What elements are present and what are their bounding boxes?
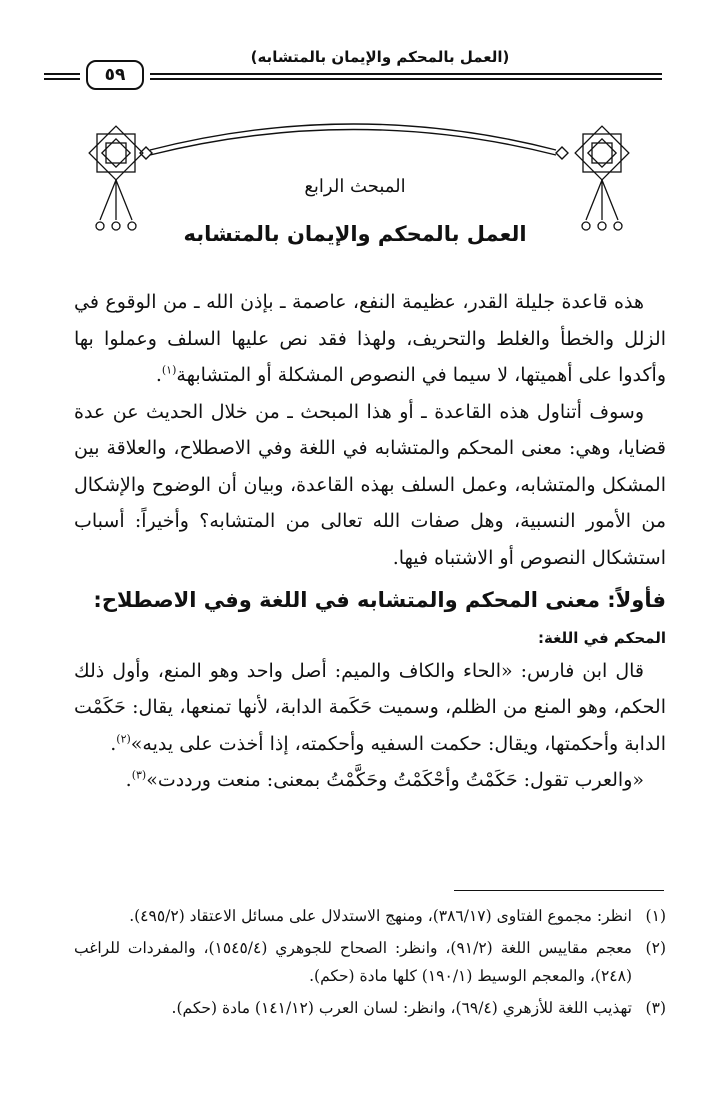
paragraph-1: [74, 284, 666, 394]
section-label: المبحث الرابع: [304, 176, 406, 197]
paragraph-1-end: .: [155, 364, 162, 386]
paragraph-4: [74, 762, 666, 799]
paragraph-1-text: هذه قاعدة جليلة القدر، عظيمة النفع، عاصمة ـ بإذن الله ـ من الوقوع في الزلل والخطأ والغلط والتحريف، ولهذا فقد نص عليها السلف وعملوا بها وأكدوا على أهميتها، لا سيما في النصوص المشكلة أو المتشابهة: [74, 291, 666, 386]
footnote-1: [74, 902, 666, 930]
footnote-2-text: معجم مقاييس اللغة (٩١/٢)، وانظر: الصحاح للجوهري (١٥٤٥/٤)، والمفردات للراغب (٢٤٨)، والمعجم الوسيط (١٩٠/١) كلها مادة (حكم).: [74, 939, 632, 985]
footnote-3-number: (٣): [645, 999, 666, 1017]
footnote-2-number: (٢): [645, 939, 666, 957]
paragraph-3: [74, 653, 666, 763]
footnote-rule: [454, 890, 664, 891]
paragraph-4-end: .: [125, 769, 132, 791]
footnote-ref-1[interactable]: (١): [161, 363, 177, 377]
header-rule-left-bottom: [44, 78, 80, 80]
paragraph-3-end: .: [110, 732, 117, 755]
body-text: [74, 284, 666, 799]
footnote-ref-2[interactable]: (٢): [116, 732, 131, 746]
paragraph-2: وسوف أتناول هذه القاعدة ـ أو هذا المبحث ـ من خلال الحديث عن عدة قضايا، وهي: معنى المحكم والمتشابه في اللغة وفي الاصطلاح، والعلاقة بين المشكل والمتشابه، وعمل السلف بهذه القاعدة، وبيان أن الوضوح والإشكال من الأمور النسبية، وهل صفات الله تعالى من المتشابه؟ وأخيراً: أسباب استشكال النصوص أو الاشتباه فيها.: [74, 400, 666, 569]
section-title: العمل بالمحكم والإيمان بالمتشابه: [183, 222, 527, 246]
subheading-1: فأولاً: معنى المحكم والمتشابه في اللغة وفي الاصطلاح:: [93, 588, 666, 612]
footnote-1-number: (١): [645, 907, 666, 925]
running-title: (العمل بالمحكم والإيمان بالمتشابه): [250, 48, 510, 66]
header-rule-right-bottom: [150, 78, 662, 80]
page-number: ٥٩: [86, 60, 144, 90]
footnotes: [74, 902, 666, 1026]
paragraph-4-text: «والعرب تقول: حَكَمْتُ وأحْكَمْتُ وحَكَّمْتُ بمعنى: منعت ورددت»: [146, 769, 644, 791]
subheading-2: المحكم في اللغة:: [537, 628, 666, 647]
footnote-3-text: تهذيب اللغة للأزهري (٦٩/٤)، وانظر: لسان العرب (١٤١/١٢) مادة (حكم).: [171, 999, 632, 1017]
footnote-ref-3[interactable]: (٣): [131, 768, 147, 782]
footnote-2: [74, 934, 666, 990]
header-rule-left-top: [44, 73, 80, 75]
paragraph-3-text: قال ابن فارس: «الحاء والكاف والميم: أصل واحد وهو المنع، وأول ذلك الحكم، وهو المنع من الظلم، وسميت حَكَمة الدابة، لأنها تمنعها، يقال: حَكَمْت الدابة وأحكمتها، ويقال: حكمت السفيه وأحكمته، إذا أخذت على يديه»: [74, 659, 666, 755]
right-star-ornament: [575, 126, 629, 230]
left-star-ornament: [89, 126, 143, 230]
footnote-3: [74, 994, 666, 1022]
footnote-1-text: انظر: مجموع الفتاوى (٣٨٦/١٧)، ومنهج الاستدلال على مسائل الاعتقاد (٤٩٥/٢).: [129, 907, 632, 925]
header-rule-right-top: [150, 73, 662, 75]
